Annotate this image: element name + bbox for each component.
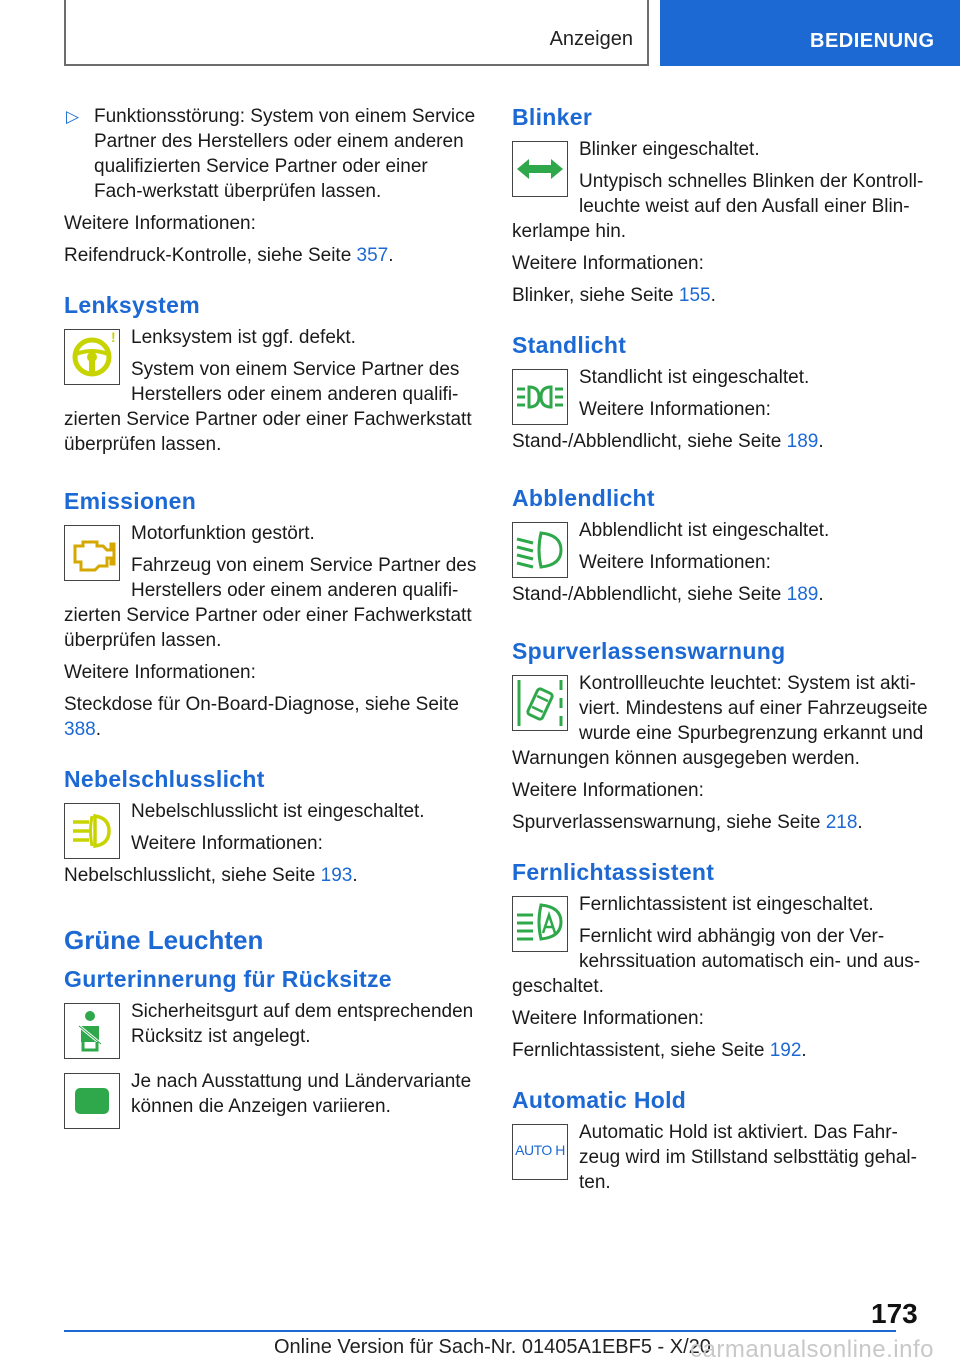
right-column xyxy=(512,104,928,1206)
heading-nebelschlusslicht: Nebelschlusslicht xyxy=(64,766,265,792)
entry-text: Fahrzeug von einem Service Partner des Herstellers oder einem anderen qualifi-zierten Service Partner oder einer Fachwerkstatt überprüfen lassen. xyxy=(64,555,477,651)
entry-text: Fernlicht wird abhängig von der Ver-kehrssituation automatisch ein- und aus-geschaltet. xyxy=(512,926,921,997)
page-link[interactable]: 192 xyxy=(769,1040,802,1061)
reference-line: Blinker, siehe Seite 155. xyxy=(512,285,716,306)
entry-emissionen xyxy=(64,521,480,742)
entry-gurterinnerung xyxy=(64,999,480,1063)
more-info-label: Weitere Informationen: xyxy=(512,780,704,801)
page-link[interactable]: 189 xyxy=(786,431,819,452)
page-link[interactable]: 193 xyxy=(320,865,353,886)
heading-emissionen: Emissionen xyxy=(64,488,197,514)
turn-signal-icon xyxy=(512,141,568,197)
engine-warning-icon xyxy=(64,525,120,581)
header-section-title: Anzeigen xyxy=(549,28,633,50)
reference-line: Steckdose für On-Board-Diagnose, siehe Seite 388. xyxy=(64,694,459,740)
entry-text: Untypisch schnelles Blinken der Kontroll-leuchte weist auf den Ausfall einer Blin-kerlampe hin. xyxy=(512,171,924,242)
reference-line: Fernlichtassistent, siehe Seite 192. xyxy=(512,1040,807,1061)
triangle-bullet-icon: ▷ xyxy=(66,107,80,126)
entry-text: Kontrollleuchte leuchtet: System ist akti-viert. Mindestens auf einer Fahrzeugseite wurde eine Spurbegrenzung erkannt und Warnungen können ausgegeben werden. xyxy=(512,673,928,769)
left-column xyxy=(64,104,480,1137)
heading-spurverlassenswarnung: Spurverlassenswarnung xyxy=(512,638,786,664)
header-chapter-tab[interactable]: BEDIENUNG xyxy=(660,0,960,66)
entry-abblendlicht xyxy=(512,518,928,614)
green-indicator-icon xyxy=(64,1073,120,1129)
entry-automatic-hold xyxy=(512,1120,928,1202)
entry-spurverlassenswarnung xyxy=(512,671,928,835)
entry-nebelschlusslicht xyxy=(64,799,480,895)
reference-line: Nebelschlusslicht, siehe Seite 193. xyxy=(64,865,358,886)
auto-hold-icon-label: AUTO H xyxy=(515,1142,565,1158)
heading-standlicht: Standlicht xyxy=(512,332,627,358)
page-link[interactable]: 357 xyxy=(356,245,389,266)
auto-hold-icon xyxy=(512,1124,568,1180)
watermark: carmanualsonline.info xyxy=(690,1336,934,1362)
entry-blinker xyxy=(512,137,928,308)
high-beam-assistant-icon xyxy=(512,896,568,952)
more-info-label: Weitere Informationen: xyxy=(579,552,771,573)
low-beam-icon xyxy=(512,522,568,578)
entry-text: Lenksystem ist ggf. defekt. xyxy=(131,327,356,348)
more-info-label: Weitere Informationen: xyxy=(512,253,704,274)
more-info-label: Weitere Informationen: xyxy=(579,399,771,420)
entry-text: Standlicht ist eingeschaltet. xyxy=(579,367,810,388)
entry-standlicht xyxy=(512,365,928,461)
entry-text: Nebelschlusslicht ist eingeschaltet. xyxy=(131,801,425,822)
entry-text: Motorfunktion gestört. xyxy=(131,523,315,544)
more-info-label: Weitere Informationen: xyxy=(512,1008,704,1029)
steering-warning-icon xyxy=(64,329,120,385)
entry-text: Fernlichtassistent ist eingeschaltet. xyxy=(579,894,874,915)
page-link[interactable]: 388 xyxy=(64,719,96,740)
entry-text: System von einem Service Partner des Herstellers oder einem anderen qualifi-zierten Service Partner oder einer Fachwerkstatt überprüfen lassen. xyxy=(64,359,472,455)
page-link[interactable]: 155 xyxy=(678,285,711,306)
page-number: 173 xyxy=(871,1298,918,1329)
more-info-label: Weitere Informationen: xyxy=(64,662,256,683)
heading-gruene-leuchten: Grüne Leuchten xyxy=(64,925,264,955)
reference-line: Spurverlassenswarnung, siehe Seite 218. xyxy=(512,812,863,833)
entry-fernlichtassistent xyxy=(512,892,928,1063)
rear-fog-light-icon xyxy=(64,803,120,859)
heading-lenksystem: Lenksystem xyxy=(64,292,200,318)
bullet-text: Funktionsstörung: System von einem Service Partner des Herstellers oder einem anderen qualifizierten Service Partner oder einer Fach-werkstatt überprüfen lassen. xyxy=(94,106,476,202)
heading-automatic-hold: Automatic Hold xyxy=(512,1087,687,1113)
heading-blinker: Blinker xyxy=(512,104,593,130)
page-link[interactable]: 218 xyxy=(825,812,858,833)
heading-abblendlicht: Abblendlicht xyxy=(512,485,655,511)
entry-text: Automatic Hold ist aktiviert. Das Fahr-zeug wird im Stillstand selbsttätig gehal-ten. xyxy=(579,1122,917,1193)
svg-text:!: ! xyxy=(111,330,116,345)
bullet-item xyxy=(64,104,480,204)
entry-lenksystem xyxy=(64,325,480,464)
entry-text: Sicherheitsgurt auf dem entsprechenden Rücksitz ist angelegt. xyxy=(131,1001,474,1047)
heading-fernlichtassistent: Fernlichtassistent xyxy=(512,859,715,885)
footer-version: Online Version für Sach-Nr. 01405A1EBF5 - X/20 xyxy=(274,1336,711,1358)
lane-departure-icon xyxy=(512,675,568,731)
more-info-label: Weitere Informationen: xyxy=(131,833,323,854)
page-link[interactable]: 189 xyxy=(786,584,819,605)
reference-line: Reifendruck-Kontrolle, siehe Seite 357. xyxy=(64,245,394,266)
entry-text: Abblendlicht ist eingeschaltet. xyxy=(579,520,830,541)
seatbelt-icon xyxy=(64,1003,120,1059)
entry-text: Blinker eingeschaltet. xyxy=(579,139,760,160)
header-section-box xyxy=(64,0,649,66)
more-info-label: Weitere Informationen: xyxy=(64,213,256,234)
parking-light-icon xyxy=(512,369,568,425)
reference-line: Stand-/Abblendlicht, siehe Seite 189. xyxy=(512,431,824,452)
heading-gurterinnerung: Gurterinnerung für Rücksitze xyxy=(64,966,392,992)
entry-text: Je nach Ausstattung und Ländervariante können die Anzeigen variieren. xyxy=(131,1071,472,1117)
footer-divider xyxy=(64,1330,896,1332)
reference-line: Stand-/Abblendlicht, siehe Seite 189. xyxy=(512,584,824,605)
entry-variant xyxy=(64,1069,480,1133)
